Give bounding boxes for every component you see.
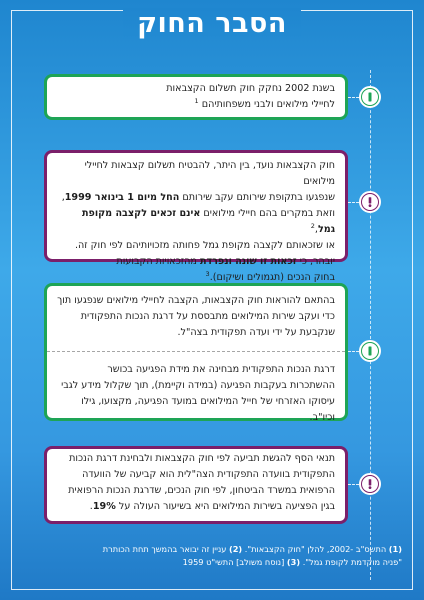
box2-line2: [57, 190, 335, 206]
info-icon: [364, 91, 376, 103]
warning-icon: [364, 196, 376, 208]
box2-line2-c: ,: [61, 192, 65, 203]
footnote-2-number: (2): [228, 544, 243, 554]
warning-box-law-purpose: [44, 150, 348, 283]
info-icon: [364, 345, 376, 357]
box3-p2-line1: דרגת הנכות התפקודית מבחינה את מידת הפגיעה בכושר: [107, 364, 335, 375]
footnote-ref-2: 2: [310, 221, 315, 230]
info-box-functional-disability: [44, 283, 348, 421]
box3-p2-line3: עיסוקו האזרחי של חייל המילואים במועד הפגיעה, מקצועו, גילו וכיו"ב.: [81, 396, 335, 423]
footnotes: [22, 543, 402, 569]
footnote-1-text: התשס"ב -2002, להלן "חוק הקצבאות".: [242, 544, 389, 554]
timeline-marker-4: [359, 473, 381, 495]
timeline-marker-2: [359, 191, 381, 213]
warning-box-threshold: [44, 446, 348, 524]
footnote-ref-1: 1: [194, 96, 199, 105]
info-box-law-enacted: [44, 74, 348, 120]
box2-line3-c: ,: [314, 224, 318, 235]
footnote-1-number: (1): [388, 544, 402, 554]
box2-line1: חוק הקצבאות נועד, בין היתר, להבטיח תשלום קצבאות לחיילי מילואים: [84, 160, 335, 187]
box1-line1: בשנת 2002 נחקק חוק תשלום הקצבאות: [166, 83, 335, 94]
footnotes-line2: [22, 556, 402, 569]
footnote-2-continued: "פניה מוקדמת לקופת גמל".: [300, 557, 402, 567]
timeline-line: [370, 70, 371, 580]
box2-line3: [57, 206, 335, 238]
footnote-ref-3: 3: [205, 269, 210, 278]
box3-p1-line3: שנקבעת על ידי ועדה תפקודית בצה"ל.: [177, 327, 335, 338]
warning-icon: [364, 478, 376, 490]
box2-line6-text: בחוק הנכים (תגמולים ושיקום).: [209, 272, 335, 283]
box2-line3-bold: אינם זכאים לקצבה מקופת גמל: [81, 208, 335, 235]
box2-line5: [57, 254, 335, 270]
box2-line3-a: וזאת במקרים בהם חיילי מילואים: [200, 208, 335, 219]
title-bar: [0, 0, 424, 46]
box3-p2-line2: ההשתכרות בעקבות הפגיעה (במידה וקיימת), תוך שקלול מידע לגבי: [61, 380, 335, 391]
footnotes-line1: [22, 543, 402, 556]
box3-p1-line2: כדי ועקב שירות המילואים מתבססת על דרגת הנכות התפקודית: [80, 311, 335, 322]
box4-line3: הרפואית במשרד הביטחון, לפי חוק הנכים, שדרגת הנכות הרפואית: [68, 485, 335, 496]
box4-line4-a: בגין הפציעה בשירות המילואים היא בשיעור העולה על: [115, 501, 335, 512]
box2-line2-bold: החל מיום 1 בינואר 1999: [64, 192, 180, 203]
box2-line2-a: שנפגעו בתקופת שירותם עקב שירותם: [179, 192, 335, 203]
footnote-2-text: עניין זה יבואר בהמשך תחת הכותרת: [102, 544, 229, 554]
footnote-3-number: (3): [286, 557, 301, 567]
box2-line4: או שזכאותם לקצבה מקופת גמל פחותה מזכויותיהם לפי חוק זה.: [74, 240, 335, 251]
box4-line2: התפקודית בוועדה התפקודית הצה"לית הוא קביעה של הוועדה: [82, 469, 335, 480]
box1-line2: [57, 97, 335, 113]
timeline-marker-3: [359, 340, 381, 362]
box2-line5-a: יובהר, כי: [296, 256, 335, 267]
box1-line2-text: לחיילי מילואים ולבני משפחותיהם: [201, 99, 335, 110]
box2-line5-bold: זכאות זו שונה ונפרדת: [199, 256, 297, 267]
box4-threshold-percent: 19%: [92, 501, 116, 512]
footnote-3-text: [נוסח משולב] התשי"ט 1959: [182, 557, 287, 567]
box3-divider: [47, 351, 345, 352]
box4-line4: [57, 499, 335, 515]
box4-line1: תנאי הסף להגשת תביעה לפי חוק הקצבאות ולבחינת דרגת הנכות: [69, 453, 335, 464]
box4-line4-c: .: [89, 501, 93, 512]
timeline-marker-1: [359, 86, 381, 108]
box2-line5-c: מהזכאויות הקבועות: [116, 256, 200, 267]
page-title: הסבר החוק: [123, 8, 301, 39]
box3-p1-line1: בהתאם להוראות חוק הקצבאות, הקצבה לחיילי מילואים שנפגעו תוך: [57, 295, 335, 306]
